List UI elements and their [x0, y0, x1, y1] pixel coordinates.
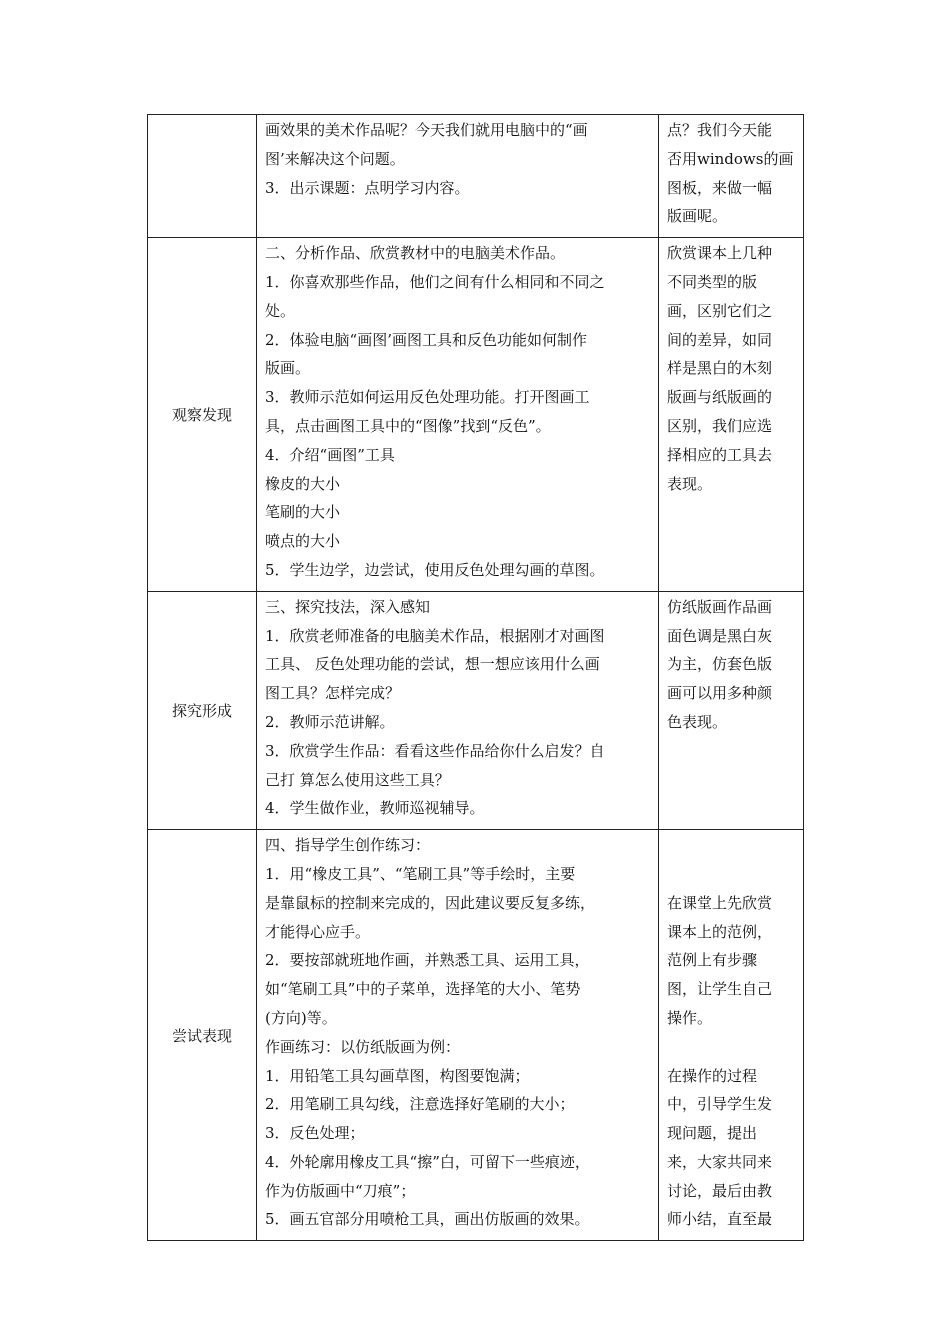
note-line: 仿纸版画作品画	[667, 597, 773, 616]
content-cell	[257, 591, 659, 829]
content-line: 5．画五官部分用喷枪工具，画出仿版画的效果。	[265, 1210, 590, 1229]
note-line: 中，引导学生发	[667, 1095, 773, 1114]
lesson-plan-table	[147, 114, 804, 1241]
content-line: 作画练习：以仿纸版画为例：	[265, 1037, 461, 1056]
note-line: 表现。	[667, 474, 713, 493]
content-line: 是靠鼠标的控制来完成的，因此建议要反复多练，	[265, 893, 596, 912]
stage-label: 尝试表现	[148, 830, 257, 1241]
content-line: 笔刷的大小	[265, 503, 341, 522]
content-line: (方向)等。	[265, 1008, 337, 1027]
content-line: 具，点击画图工具中的“图像”找到“反色”。	[265, 416, 551, 435]
table-row	[148, 591, 804, 829]
spacer	[667, 860, 797, 889]
note-line: 范例上有步骤	[667, 951, 758, 970]
note-line: 讨论，最后由教	[667, 1181, 773, 1200]
note-cell	[659, 830, 804, 1241]
note-line: 操作。	[667, 1008, 713, 1027]
content-line: 1．欣赏老师准备的电脑美术作品，根据刚才对画图	[265, 626, 605, 645]
note-line: 在课堂上先欣赏	[667, 893, 773, 912]
note-line: 画，区别它们之	[667, 301, 773, 320]
note-line: 在操作的过程	[667, 1066, 758, 1085]
note-line: 否用windows的画	[667, 149, 794, 168]
content-line: 3．反色处理；	[265, 1124, 365, 1143]
content-line: 图工具？怎样完成？	[265, 684, 401, 703]
content-line: 版画。	[265, 359, 311, 378]
content-cell	[257, 238, 659, 592]
note-line: 图，让学生自己	[667, 980, 773, 999]
content-line: 2．要按部就班地作画，并熟悉工具、运用工具，	[265, 951, 590, 970]
note-cell	[659, 115, 804, 238]
content-line: 己打 算怎么使用这些工具？	[265, 770, 450, 789]
content-line: 2．体验电脑“画图’画图工具和反色功能如何制作	[265, 330, 587, 349]
content-line: 2．教师示范讲解。	[265, 712, 395, 731]
note-line: 为主，仿套色版	[667, 655, 773, 674]
content-line: 1．你喜欢那些作品，他们之间有什么相同和不同之	[265, 272, 605, 291]
note-line: 课本上的范例，	[667, 922, 773, 941]
content-line: 5．学生边学，边尝试，使用反色处理勾画的草图。	[265, 560, 605, 579]
note-line: 点？我们今天能	[667, 121, 773, 139]
note-line: 面色调是黑白灰	[667, 626, 773, 645]
note-line: 色表现。	[667, 712, 728, 731]
note-line: 师小结，直至最	[667, 1210, 773, 1229]
note-line: 欣赏课本上几种	[667, 244, 773, 263]
content-line: 才能得心应手。	[265, 922, 371, 941]
content-line: 3．出示课题：点明学习内容。	[265, 178, 470, 197]
note-line: 间的差异，如同	[667, 330, 773, 349]
note-line: 画可以用多种颜	[667, 684, 773, 703]
table-row	[148, 830, 804, 1241]
stage-label: 探究形成	[148, 591, 257, 829]
content-line: 1．用“橡皮工具”、“笔刷工具”等手绘时，主要	[265, 864, 576, 883]
note-line: 现问题，提出	[667, 1124, 758, 1143]
content-line: 4．学生做作业，教师巡视辅导。	[265, 799, 485, 818]
content-line: 处。	[265, 301, 296, 320]
note-line: 版画与纸版画的	[667, 388, 773, 407]
content-line: 橡皮的大小	[265, 474, 341, 493]
content-line: 3．欣赏学生作品：看看这些作品给你什么启发？自	[265, 741, 605, 760]
note-cell	[659, 238, 804, 592]
stage-label: 观察发现	[148, 238, 257, 592]
note-line: 图板，来做一幅	[667, 178, 773, 197]
content-line: 图’来解决这个问题。	[265, 149, 405, 168]
note-line: 样是黑白的木刻	[667, 359, 773, 378]
content-line: 如“笔刷工具”中的子菜单，选择笔的大小、笔势	[265, 980, 581, 999]
content-line: 4．介绍“画图”工具	[265, 445, 395, 464]
content-line: 2．用笔刷工具勾线，注意选择好笔刷的大小；	[265, 1095, 575, 1114]
spacer	[667, 1033, 797, 1062]
content-line: 4．外轮廓用橡皮工具“擦”白，可留下一些痕迹，	[265, 1152, 590, 1171]
table-row	[148, 238, 804, 592]
content-line: 喷点的大小	[265, 532, 341, 551]
content-line: 四、指导学生创作练习：	[265, 836, 431, 855]
content-line: 二、分析作品、欣赏教材中的电脑美术作品。	[265, 244, 566, 263]
note-line: 版画呢。	[667, 207, 728, 226]
note-cell	[659, 591, 804, 829]
note-line: 择相应的工具去	[667, 445, 773, 464]
content-line: 作为仿版画中“刀痕”；	[265, 1181, 416, 1200]
content-line: 3．教师示范如何运用反色处理功能。打开图画工	[265, 388, 590, 407]
content-line: 画效果的美术作品呢？今天我们就用电脑中的“画	[265, 121, 588, 139]
note-line: 区别，我们应选	[667, 416, 773, 435]
content-line: 工具、 反色处理功能的尝试，想一想应该用什么画	[265, 655, 600, 674]
content-line: 1．用铅笔工具勾画草图，构图要饱满；	[265, 1066, 530, 1085]
content-cell	[257, 830, 659, 1241]
content-cell	[257, 115, 659, 238]
note-line: 不同类型的版	[667, 272, 758, 291]
content-line: 三、探究技法，深入感知	[265, 597, 431, 616]
stage-cell	[148, 115, 257, 238]
table-row	[148, 115, 804, 238]
note-line: 来，大家共同来	[667, 1152, 773, 1171]
spacer	[667, 831, 797, 860]
